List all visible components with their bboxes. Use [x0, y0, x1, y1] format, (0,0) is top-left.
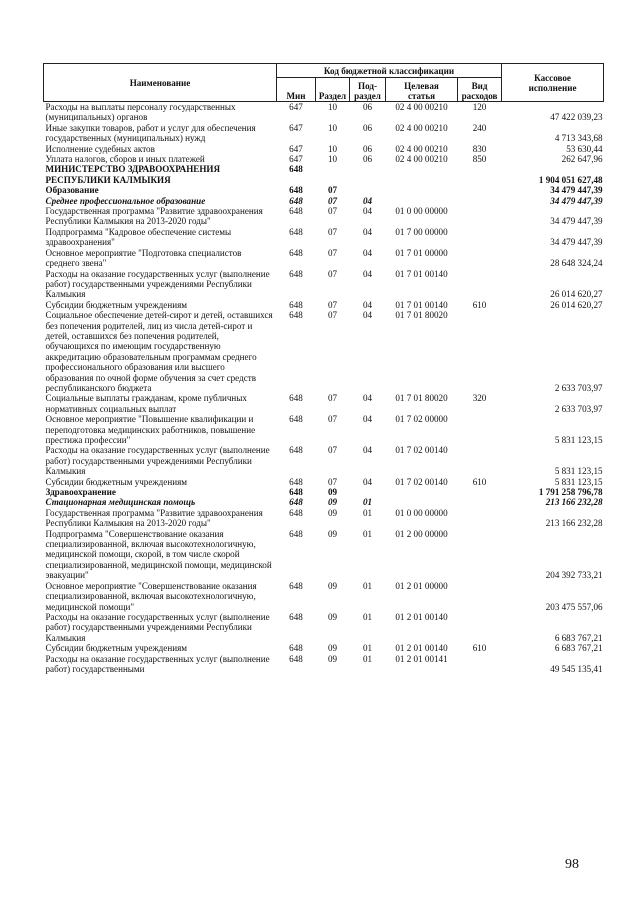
cell-min: 648 [289, 393, 303, 404]
cell-amount: 28 648 324,24 [550, 258, 603, 269]
cell-name: Уплата налогов, сборов и иных платежей [45, 154, 205, 165]
cell-podrazdel: 04 [362, 268, 373, 279]
cell-target: 01 2 01 00141 [395, 653, 448, 664]
cell-name: Субсидии бюджетным учреждениям [45, 643, 188, 654]
cell-razdel: 09 [327, 611, 338, 622]
cell-razdel: 07 [327, 226, 338, 237]
cell-amount: 1 904 051 627,48 [538, 174, 603, 185]
cell-razdel: 10 [327, 143, 338, 154]
cell-amount: 203 475 557,06 [545, 601, 603, 612]
cell-amount: 5 831 123,15 [554, 476, 603, 487]
cell-razdel: 07 [327, 195, 338, 206]
table-row [44, 643, 604, 653]
cell-vid [458, 196, 502, 206]
cell-vid: 120 [472, 102, 487, 112]
cell-name: Расходы на оказание государственных услуг (выполнение работ) государственными учреждениями Республики Калмыкия [45, 445, 270, 477]
cell-podrazdel: 06 [362, 122, 373, 133]
header-podrazdel-label: Под- раздел [354, 81, 381, 101]
cell-razdel: 07 [327, 414, 338, 425]
cell-podrazdel: 04 [362, 393, 373, 404]
cell-amount: 53 630,44 [566, 143, 603, 154]
cell-min: 648 [289, 476, 303, 487]
cell-target: 01 7 02 00000 [395, 414, 448, 425]
cell-amount: 213 166 232,28 [545, 518, 603, 529]
cell-podrazdel [350, 185, 386, 195]
table-row [44, 497, 604, 507]
header-min: Мин [277, 78, 316, 102]
table-row [44, 123, 604, 144]
cell-vid: 240 [472, 122, 487, 133]
cell-vid [458, 206, 502, 227]
cell-min: 648 [289, 487, 303, 498]
cell-vid: 610 [472, 299, 487, 310]
table-row [44, 310, 604, 393]
cell-target: 02 4 00 00210 [395, 122, 448, 133]
cell-target: 02 4 00 00210 [395, 154, 448, 165]
cell-min: 648 [289, 206, 303, 217]
cell-podrazdel: 04 [362, 195, 373, 206]
cell-min: 648 [289, 310, 303, 321]
cell-podrazdel: 06 [362, 143, 373, 154]
cell-podrazdel: 04 [362, 310, 373, 321]
cell-podrazdel: 06 [362, 102, 373, 112]
cell-min: 648 [289, 414, 303, 425]
cell-razdel: 09 [327, 528, 338, 539]
header-vid [458, 78, 502, 102]
header-kass-label: Кассовое исполнение [528, 72, 577, 93]
cell-min: 648 [289, 611, 303, 622]
cell-name: Расходы на оказание государственных услуг (выполнение работ) государственными учреждениями Республики Калмыкия [45, 268, 270, 300]
cell-name: МИНИСТЕРСТВО ЗДРАВООХРАНЕНИЯ РЕСПУБЛИКИ КАЛМЫКИЯ [45, 164, 221, 185]
cell-amount: 1 791 258 796,78 [538, 487, 603, 498]
cell-razdel: 10 [327, 122, 338, 133]
cell-amount: 49 545 135,41 [550, 663, 603, 674]
cell-razdel: 10 [327, 154, 338, 165]
cell-amount: 6 683 767,21 [554, 632, 603, 643]
cell-amount: 34 479 447,39 [550, 195, 603, 206]
cell-name: Подпрограмма "Совершенствование оказания специализированной, включая высокотехнологичную, медицинской помощи, скорой, в том числе скорой специализированной, медицинской помощи, медицинской эвакуации" [45, 528, 272, 581]
table-row [44, 248, 604, 269]
cell-razdel: 07 [327, 185, 338, 196]
cell-podrazdel: 01 [362, 643, 373, 654]
cell-target: 01 0 00 00000 [395, 206, 448, 217]
cell-razdel: 09 [327, 487, 338, 498]
cell-podrazdel: 01 [362, 497, 373, 508]
header-vid-label: Вид расходов [461, 81, 498, 101]
cell-vid [458, 414, 502, 445]
cell-razdel: 07 [327, 206, 338, 217]
table-row [44, 654, 604, 675]
cell-vid: 850 [472, 154, 487, 165]
cell-amount: 213 166 232,28 [545, 497, 603, 508]
cell-name: Субсидии бюджетным учреждениям [45, 299, 188, 310]
cell-vid: 610 [472, 643, 487, 654]
cell-min: 648 [289, 299, 303, 310]
cell-min: 647 [289, 154, 303, 165]
cell-amount: 34 479 447,39 [550, 216, 603, 227]
table-header [44, 64, 604, 102]
cell-razdel: 09 [327, 507, 338, 518]
cell-amount: 6 683 767,21 [554, 643, 603, 654]
cell-target: 02 4 00 00210 [395, 143, 448, 154]
table-row [44, 300, 604, 310]
cell-min: 648 [289, 226, 303, 237]
cell-target: 01 7 01 00000 [395, 247, 448, 258]
cell-vid [458, 581, 502, 612]
cell-amount: 26 014 620,27 [550, 299, 603, 310]
cell-razdel: 09 [327, 643, 338, 654]
cell-razdel: 07 [327, 310, 338, 321]
cell-razdel: 09 [327, 580, 338, 591]
cell-razdel: 07 [327, 247, 338, 258]
table-row [44, 529, 604, 581]
table-row [44, 393, 604, 414]
cell-vid: 320 [472, 393, 487, 404]
cell-vid [458, 248, 502, 269]
cell-podrazdel: 04 [362, 445, 373, 456]
cell-target: 01 7 02 00140 [395, 445, 448, 456]
cell-podrazdel: 04 [362, 206, 373, 217]
table-row [44, 612, 604, 643]
cell-vid [458, 654, 502, 675]
table-row [44, 414, 604, 445]
table-row [44, 445, 604, 476]
cell-min: 648 [289, 195, 303, 206]
cell-target: 01 7 02 00140 [395, 476, 448, 487]
header-target-label: Целевая статья [404, 81, 439, 101]
cell-target: 01 7 00 00000 [395, 226, 448, 237]
header-code-group: Код бюджетной классификации [277, 64, 502, 78]
table-row [44, 581, 604, 612]
cell-name: Среднее профессиональное образование [45, 195, 206, 206]
cell-target [386, 164, 458, 185]
cell-name: Подпрограмма "Кадровое обеспечение системы здравоохранения" [45, 226, 232, 248]
cell-min: 648 [289, 643, 303, 654]
table-row [44, 164, 604, 185]
cell-razdel: 07 [327, 476, 338, 487]
cell-vid [458, 185, 502, 195]
header-razdel: Раздел [316, 78, 350, 102]
cell-name: Расходы на выплаты персоналу государственных (муниципальных) органов [45, 102, 236, 123]
cell-vid [458, 445, 502, 476]
cell-target: 01 7 01 00140 [395, 268, 448, 279]
cell-target: 01 2 01 00140 [395, 611, 448, 622]
cell-min: 648 [289, 580, 303, 591]
cell-target [386, 196, 458, 206]
cell-razdel: 07 [327, 268, 338, 279]
cell-vid [458, 612, 502, 643]
cell-min: 648 [289, 507, 303, 518]
cell-razdel: 09 [327, 497, 338, 508]
cell-target: 01 2 01 00000 [395, 580, 448, 591]
cell-podrazdel: 04 [362, 226, 373, 237]
cell-vid: 830 [472, 143, 487, 154]
cell-min: 647 [289, 122, 303, 133]
table-row [44, 154, 604, 164]
cell-vid [458, 227, 502, 248]
cell-target: 02 4 00 00210 [395, 102, 448, 112]
cell-min: 648 [289, 247, 303, 258]
cell-target: 01 7 01 80020 [395, 310, 448, 321]
cell-podrazdel [350, 164, 386, 185]
cell-podrazdel: 01 [362, 653, 373, 664]
cell-podrazdel: 01 [362, 528, 373, 539]
cell-name: Государственная программа "Развитие здравоохранения Республики Калмыкия на 2013-2020 годы" [45, 507, 263, 529]
cell-target [386, 487, 458, 497]
cell-name: Субсидии бюджетным учреждениям [45, 476, 188, 487]
cell-name: Здравоохранение [45, 487, 116, 498]
table-row [44, 269, 604, 300]
cell-min: 648 [289, 445, 303, 456]
cell-name: Расходы на оказание государственных услуг (выполнение работ) государственными [45, 653, 270, 674]
table-row [44, 196, 604, 206]
table-row [44, 477, 604, 487]
cell-podrazdel: 04 [362, 299, 373, 310]
cell-target [386, 185, 458, 195]
cell-vid [458, 487, 502, 497]
cell-podrazdel: 04 [362, 247, 373, 258]
cell-razdel: 07 [327, 299, 338, 310]
cell-amount: 5 831 123,15 [554, 466, 603, 477]
cell-razdel: 10 [327, 102, 338, 112]
header-target [386, 78, 458, 102]
cell-razdel: 09 [327, 653, 338, 664]
table-row [44, 487, 604, 497]
header-podrazdel [350, 78, 386, 102]
table-row [44, 102, 604, 123]
table-row [44, 185, 604, 195]
cell-podrazdel: 01 [362, 611, 373, 622]
cell-podrazdel [350, 487, 386, 497]
cell-name: Иные закупки товаров, работ и услуг для обеспечения государственных (муниципальных) нужд [45, 122, 256, 144]
cell-vid [458, 508, 502, 529]
cell-amount: 47 422 039,23 [550, 112, 603, 123]
cell-name: Основное мероприятие "Повышение квалификации и переподготовка медицинских работников, повышение престижа профессии" [45, 414, 256, 445]
cell-min: 648 [289, 164, 303, 175]
cell-name: Исполнение судебных актов [45, 143, 155, 154]
cell-razdel: 07 [327, 393, 338, 404]
cell-podrazdel: 04 [362, 414, 373, 425]
cell-vid [458, 497, 502, 507]
cell-amount: 4 713 343,68 [554, 133, 603, 144]
cell-podrazdel: 01 [362, 580, 373, 591]
cell-name: Социальные выплаты гражданам, кроме публичных нормативных социальных выплат [45, 393, 247, 414]
cell-name: Основное мероприятие "Подготовка специалистов среднего звена" [45, 247, 242, 269]
cell-amount: 5 831 123,15 [554, 435, 603, 445]
cell-target: 01 2 00 00000 [395, 528, 448, 539]
header-kass [502, 64, 604, 102]
table-row [44, 508, 604, 529]
cell-amount: 2 633 703,97 [554, 382, 603, 393]
cell-vid [458, 529, 502, 581]
cell-podrazdel: 01 [362, 507, 373, 518]
cell-target [386, 497, 458, 507]
cell-name: Социальное обеспечение детей-сирот и детей, оставшихся без попечения родителей, лиц из числа детей-сирот и детей, оставшихся без попечения родителей, обучающихся по имеющим государственную аккредитацию образовательным программам среднего профессионального образования или высшего образования по очной форме обучения за счет средств республиканского бюджета [45, 310, 273, 393]
cell-razdel [316, 164, 350, 185]
header-name: Наименование [44, 64, 277, 102]
cell-amount: 262 647,96 [561, 154, 603, 165]
cell-target: 01 7 01 00140 [395, 299, 448, 310]
table-row [44, 206, 604, 227]
cell-vid [458, 164, 502, 185]
cell-razdel: 07 [327, 445, 338, 456]
cell-vid [458, 310, 502, 393]
cell-amount: 26 014 620,27 [550, 289, 603, 300]
cell-target: 01 7 01 80020 [395, 393, 448, 404]
cell-name: Образование [45, 185, 99, 196]
cell-min: 647 [289, 143, 303, 154]
cell-min: 647 [289, 102, 303, 112]
table-row [44, 227, 604, 248]
budget-execution-table [43, 63, 604, 674]
table-body [44, 102, 604, 675]
cell-min: 648 [289, 528, 303, 539]
cell-amount: 34 479 447,39 [550, 237, 603, 248]
cell-min: 648 [289, 185, 303, 196]
cell-target: 01 2 01 00140 [395, 643, 448, 654]
cell-vid [458, 269, 502, 300]
cell-name: Стационарная медицинская помощь [45, 497, 196, 508]
cell-podrazdel: 06 [362, 154, 373, 165]
cell-min: 648 [289, 268, 303, 279]
cell-amount: 34 479 447,39 [550, 185, 603, 196]
cell-min: 648 [289, 497, 303, 508]
cell-amount: 204 392 733,21 [545, 570, 603, 581]
page-number: 98 [565, 857, 579, 872]
cell-target: 01 0 00 00000 [395, 507, 448, 518]
table-row [44, 144, 604, 154]
cell-podrazdel: 04 [362, 476, 373, 487]
cell-name: Основное мероприятие "Совершенствование оказания специализированной, включая высокотехнологичную, медицинской помощи" [45, 580, 257, 612]
cell-name: Расходы на оказание государственных услуг (выполнение работ) государственными учреждениями Республики Калмыкия [45, 611, 270, 643]
cell-vid: 610 [472, 476, 487, 487]
cell-amount: 2 633 703,97 [554, 403, 603, 414]
cell-min: 648 [289, 653, 303, 664]
cell-name: Государственная программа "Развитие здравоохранения Республики Калмыкия на 2013-2020 годы" [45, 206, 263, 227]
